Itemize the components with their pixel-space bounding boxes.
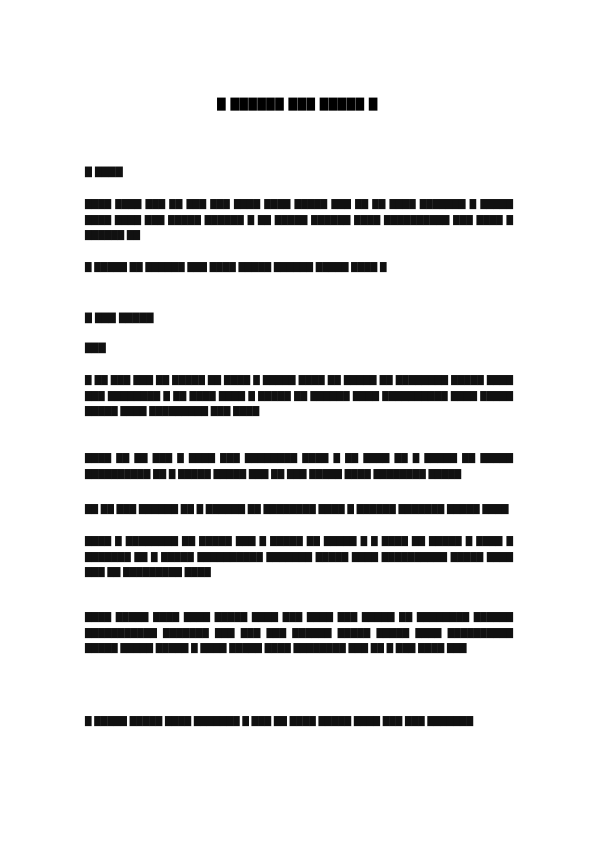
section-heading-1: █ ████ (85, 168, 123, 178)
document-title: █ ██████ ███ █████ █ (217, 98, 378, 111)
paragraph-8: █ █████ █████ ████ ███████ █ ███ ██ ████ █████ ████ ███ ███ ███████ (85, 717, 474, 727)
paragraph-7: ████ █████ ████ ████ █████ ████ ███ ████ ███ █████ ██ ████████ ██████ ███████████ ███████ ███ ███ ███ ██████ █████ █████ ████ ██████████ █████ █████ █████ █ ████ █████ ████ ████████ ███ ██ █ ███ ████ ███ (85, 613, 513, 654)
paragraph-6: ████ █ ████████ ██ █████ ███ █ █████ ██ █████ █ █ ████ ██ █████ █ ████ █ ███████ ██ █ █████ ██████████ ███████ █████ ████ ██████████ █████ ████ ███ ██ █████████ ████ (85, 537, 513, 578)
section-heading-3: ███ (85, 344, 106, 354)
paragraph-4: ████ ██ ██ ███ █ ████ ███ ████████ ████ █ ██ ████ ██ █ █████ ██ █████ ██████████ ██ █ █████ █████ ███ ██ ███ █████ ████ ████████ █████ (85, 454, 513, 480)
section-heading-2: █ ███ █████ (85, 314, 154, 324)
paragraph-5: ██ ██ ███ ██████ ██ █ ██████ ██ ████████ ████ █ ██████ ███████ █████ ████ (85, 505, 509, 515)
paragraph-1: ████ ████ ███ ██ ███ ███ ████ ████ █████ ███ ██ ██ ████ ███████ █ █████ ████ ████ ███ █████ ██████ █ ██ █████ ██████ ████ ██████████ ███ ████ █ ██████ ██ (85, 200, 513, 241)
paragraph-2: █ █████ ██ ██████ ███ ████ █████ ██████ █████ ████ █ (85, 263, 387, 273)
paragraph-3: █ ██ ███ ███ ██ █████ ██ ████ █ █████ ████ ██ █████ ██ ████████ █████ ████ ███ ████████ █ ██ ████ ████ █ █████ ██ ██████ ████ ██████████ ████ █████ █████ ████ █████████ ███ ████ (85, 376, 513, 417)
